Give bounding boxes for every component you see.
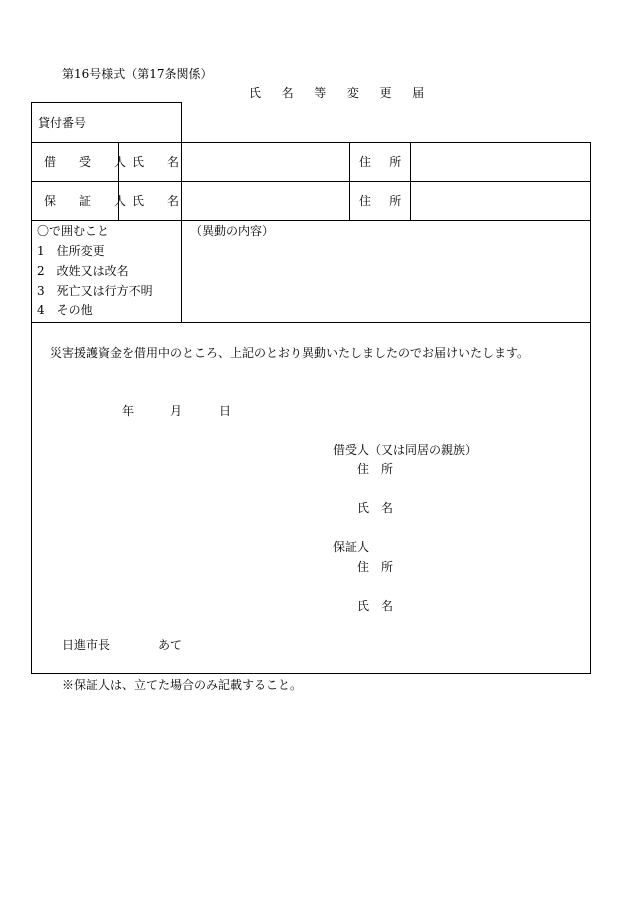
borrower-sign-address: 住 所 (357, 462, 394, 476)
guarantor-sign-address: 住 所 (357, 560, 394, 574)
guarantor-sign-heading: 保証人 (333, 540, 370, 554)
borrower-sign-heading: 借受人（又は同居の親族） (333, 443, 478, 457)
change-option-1[interactable]: 1 住所変更 (37, 244, 105, 258)
borrower-name-field[interactable] (182, 143, 348, 180)
guarantor-address-field[interactable] (411, 182, 590, 219)
change-option-3[interactable]: 3 死亡又は行方不明 (37, 284, 153, 298)
cell-divider (118, 142, 119, 221)
guarantor-label: 保 証 人 (44, 194, 136, 208)
cell-divider (349, 142, 350, 221)
borrower-sign-name: 氏 名 (357, 501, 394, 515)
footnote: ※保証人は、立てた場合のみ記載すること。 (62, 678, 303, 692)
guarantor-name-label: 氏 名 (132, 194, 189, 208)
date-month: 月 (170, 404, 183, 418)
change-option-2[interactable]: 2 改姓又は改名 (37, 264, 129, 278)
row-divider (31, 322, 591, 323)
page-title: 氏 名 等 変 更 届 (249, 86, 433, 100)
date-year: 年 (122, 404, 135, 418)
borrower-name-label: 氏 名 (132, 155, 189, 169)
borrower-address-field[interactable] (411, 143, 590, 180)
change-content-label: （異動の内容） (190, 224, 275, 238)
date-day: 日 (219, 404, 232, 418)
borrower-label: 借 受 人 (44, 155, 136, 169)
row-divider (31, 220, 591, 221)
change-instruction: 〇で囲むこと (37, 224, 110, 238)
change-content-field[interactable] (182, 240, 590, 320)
loan-number-label: 貸付番号 (38, 116, 87, 130)
guarantor-name-field[interactable] (182, 182, 348, 219)
guarantor-address-label: 住 所 (359, 194, 409, 208)
statement-text: 災害援護資金を借用中のところ、上記のとおり異動いたしましたのでお届けいたします。 (50, 346, 530, 360)
addressee-suffix: あて (158, 638, 183, 652)
borrower-address-label: 住 所 (359, 155, 409, 169)
form-frame (31, 142, 591, 674)
change-option-4[interactable]: 4 その他 (37, 303, 93, 317)
addressee-office: 日進市長 (62, 638, 111, 652)
guarantor-sign-name: 氏 名 (357, 599, 394, 613)
form-number: 第16号様式（第17条関係） (62, 67, 213, 81)
